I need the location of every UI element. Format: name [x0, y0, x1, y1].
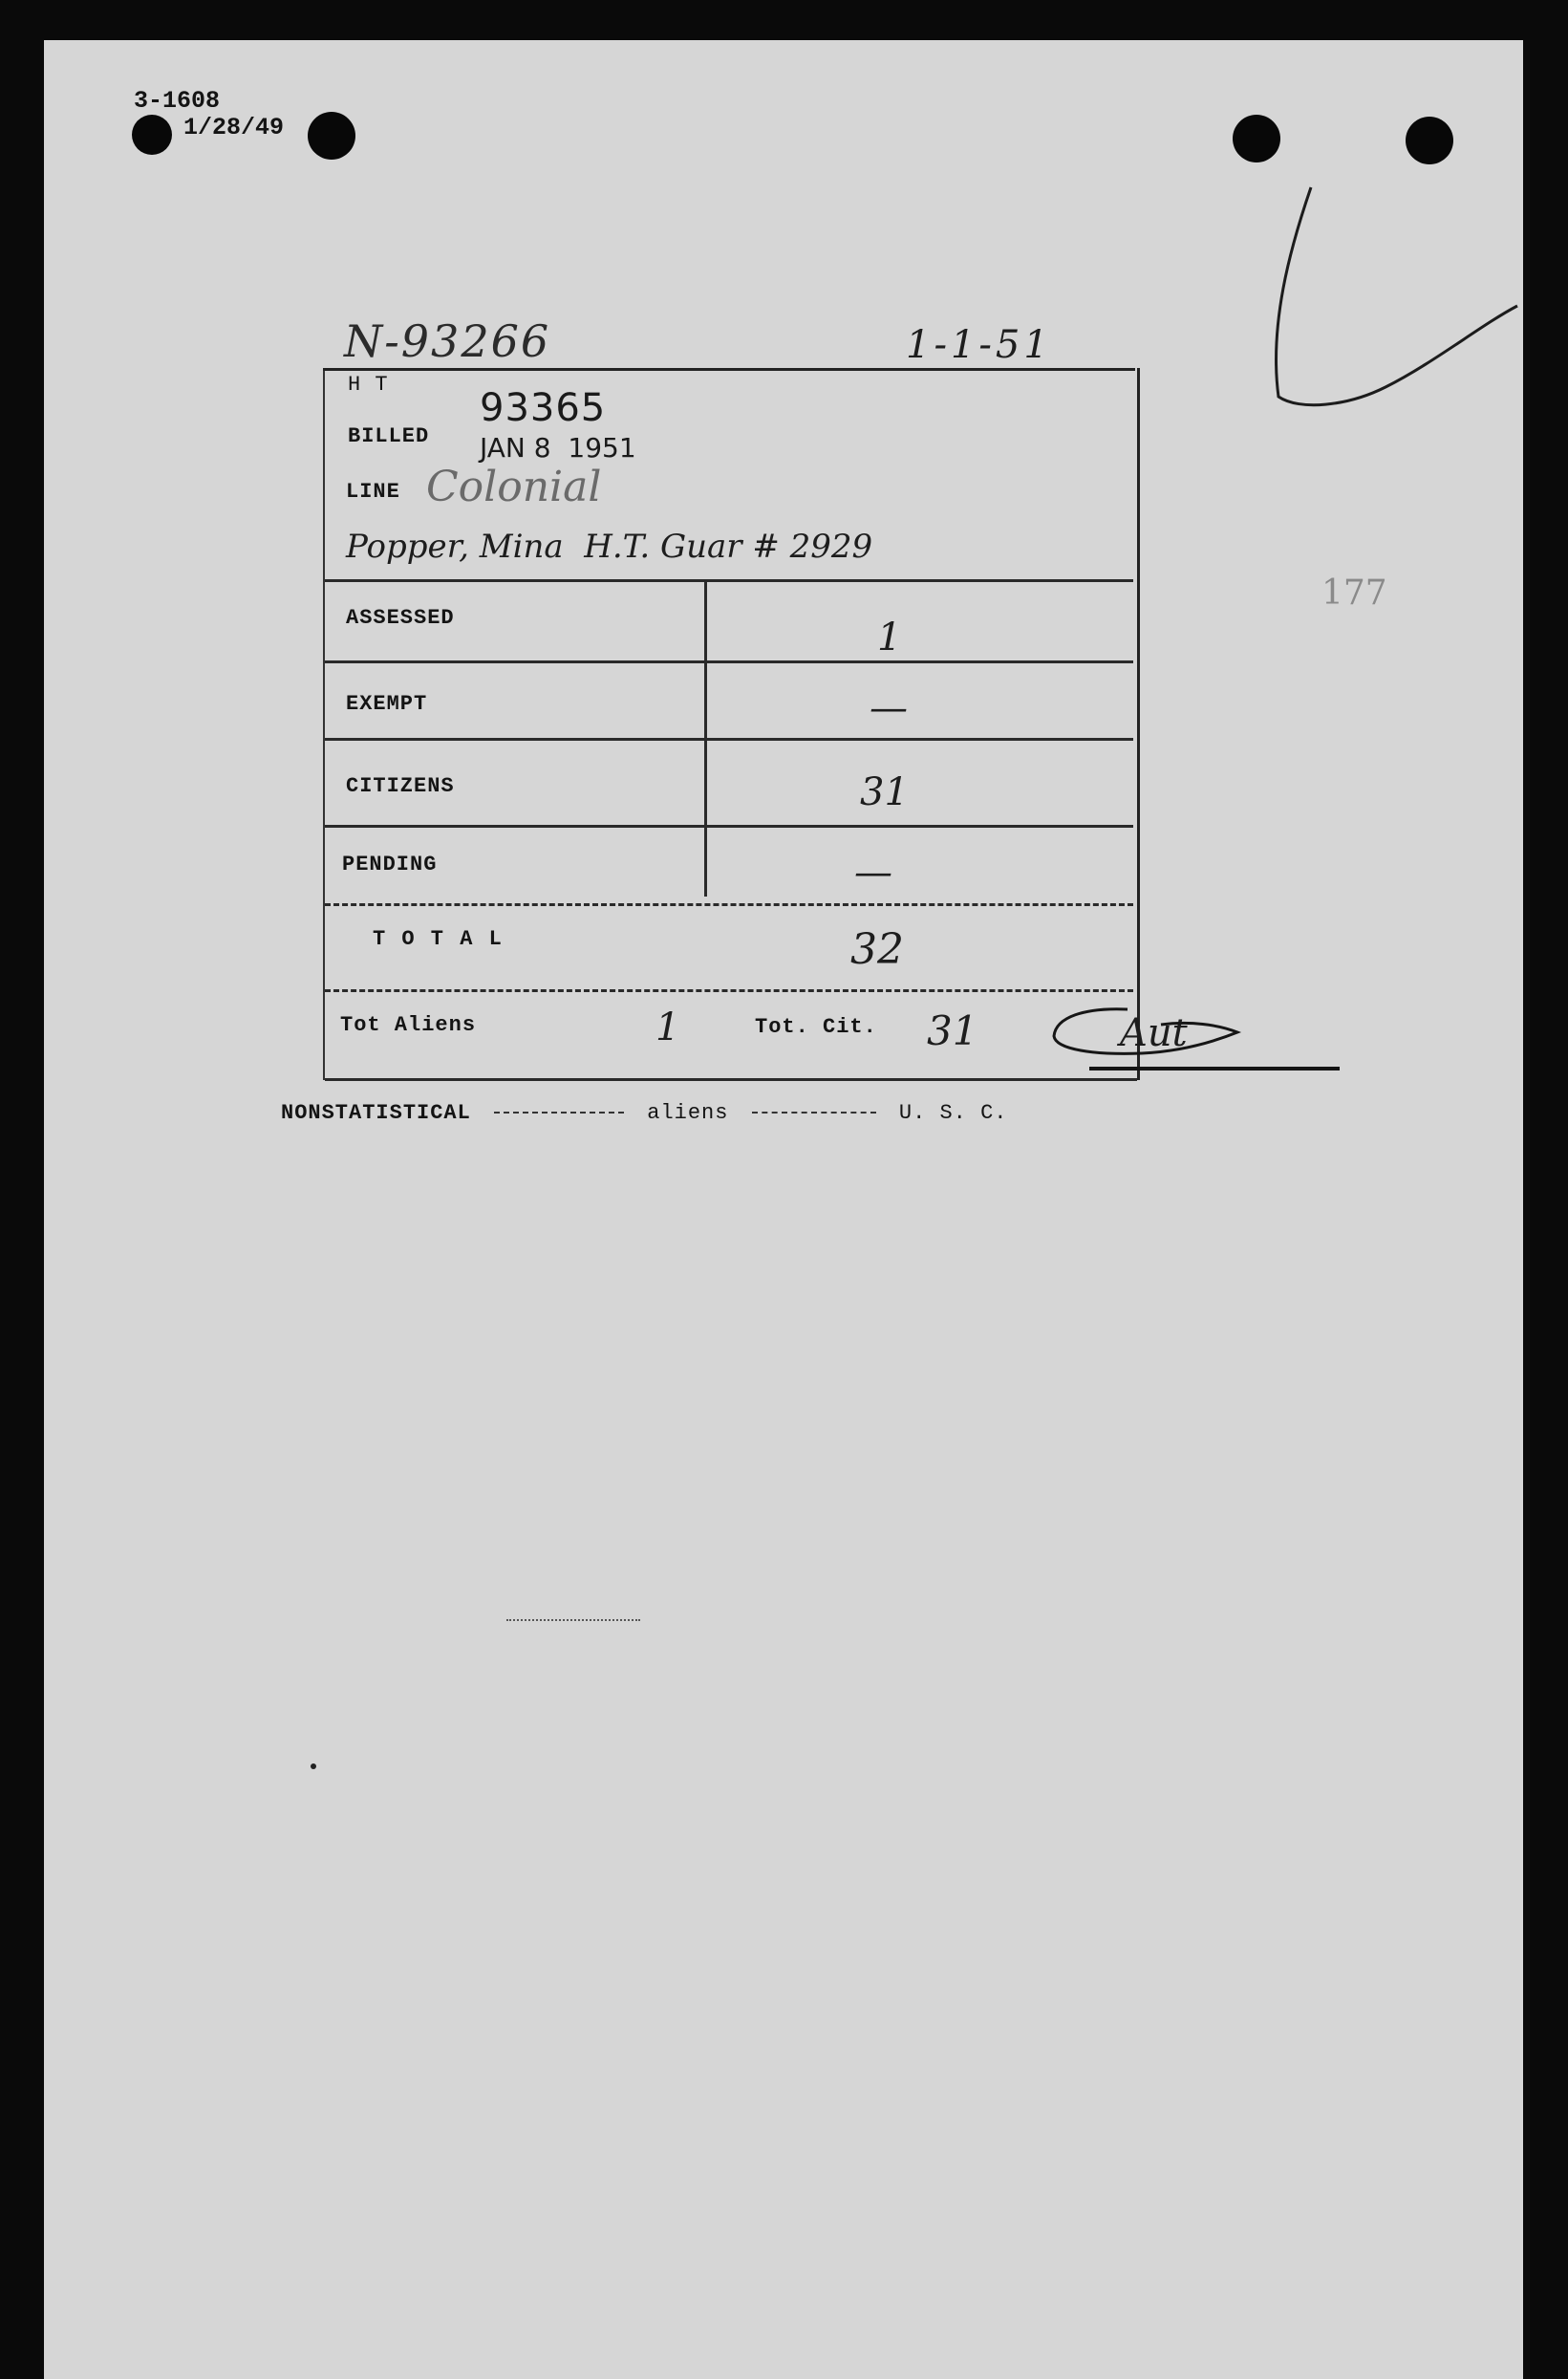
form-number: 3-1608: [134, 87, 221, 115]
row-label-pending: PENDING: [342, 853, 438, 876]
usc-blank: [752, 1112, 876, 1114]
header-date: 1-1-51: [906, 323, 1052, 367]
rule-7: [325, 1078, 1137, 1081]
stray-dot: [311, 1763, 316, 1769]
page-number: 177: [1321, 573, 1387, 613]
billed-label: BILLED: [348, 424, 430, 448]
aliens-label: aliens: [647, 1101, 729, 1125]
row-value-exempt: —: [870, 686, 908, 730]
tot-cit-value: 31: [927, 1007, 978, 1054]
line-label: LINE: [346, 480, 400, 504]
rule-1: [325, 579, 1133, 582]
rule-5: [325, 903, 1133, 906]
row-label-exempt: EXEMPT: [346, 692, 428, 716]
row-value-assessed: 1: [877, 616, 902, 660]
tot-aliens-value: 1: [655, 1006, 680, 1049]
form-number-block: [134, 88, 284, 141]
signature-line: [1089, 1067, 1340, 1071]
row-value-pending: —: [854, 851, 892, 895]
row-label-assessed: ASSESSED: [346, 606, 455, 630]
nonstatistical-row: [281, 1101, 1008, 1125]
row-value-citizens: 31: [860, 770, 909, 814]
total-value: 32: [850, 925, 904, 974]
nonstatistical-label: NONSTATISTICAL: [281, 1101, 471, 1125]
passenger-entry: Popper, Mina H.T. Guar # 2929: [346, 528, 873, 566]
total-label: T O T A L: [373, 927, 504, 951]
file-number: N-93266: [344, 315, 551, 367]
row-label-citizens: CITIZENS: [346, 774, 455, 798]
tot-cit-label: Tot. Cit.: [755, 1015, 877, 1039]
punch-hole-middle: [1233, 115, 1280, 162]
column-divider: [704, 581, 707, 897]
stray-marks: [506, 1619, 640, 1621]
rule-3: [325, 738, 1133, 741]
rule-4: [325, 825, 1133, 828]
signature-loop: [1046, 1004, 1247, 1071]
initials-signature: Aut: [1120, 1011, 1188, 1055]
punch-hole-left: [308, 112, 355, 160]
form-top-border: [323, 368, 1135, 371]
rule-6: [325, 989, 1133, 992]
nonstatistical-blank: [494, 1112, 624, 1114]
punch-hole-right: [1406, 117, 1453, 164]
form-revision: 1/28/49: [183, 114, 285, 141]
ht-label: H T: [348, 373, 389, 397]
billed-number: 93365: [480, 386, 607, 430]
billed-date: JAN 8 1951: [480, 432, 636, 464]
rule-2: [325, 660, 1133, 663]
line-value: Colonial: [426, 463, 602, 511]
check-mark-icon: [1261, 182, 1519, 421]
tot-aliens-label: Tot Aliens: [340, 1013, 477, 1037]
usc-label: U. S. C.: [898, 1101, 1008, 1125]
